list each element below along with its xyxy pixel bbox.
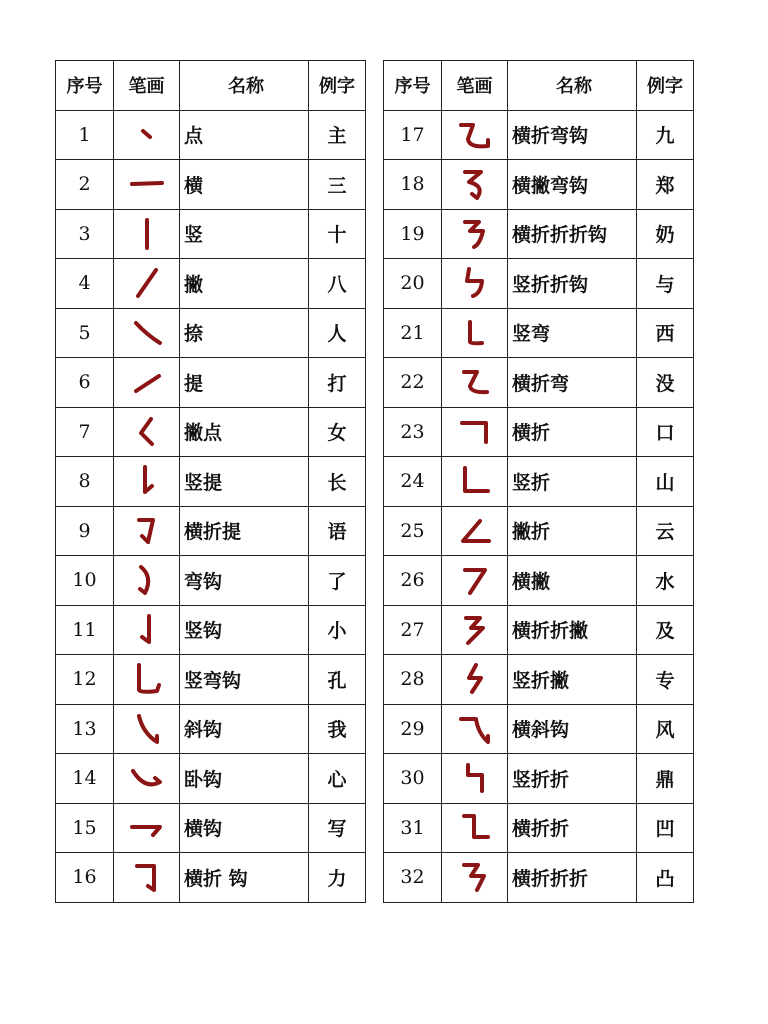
hengpie-stroke-icon [455, 560, 495, 600]
row-number: 15 [56, 803, 114, 853]
row-number: 22 [384, 358, 442, 408]
stroke-cell [114, 308, 180, 358]
stroke-cell [114, 358, 180, 408]
stroke-cell [114, 754, 180, 804]
example-character: 了 [309, 556, 366, 606]
row-number: 28 [384, 655, 442, 705]
table-row [56, 556, 366, 606]
stroke-name: 点 [180, 110, 309, 160]
stroke-cell [442, 110, 508, 160]
stroke-cell [114, 209, 180, 259]
stroke-cell [442, 556, 508, 606]
example-character: 没 [637, 358, 694, 408]
hengzhezhezhegou-stroke-icon [455, 214, 495, 254]
stroke-cell [114, 457, 180, 507]
stroke-cell [442, 259, 508, 309]
shuwan-stroke-icon [455, 313, 495, 353]
example-character: 打 [309, 358, 366, 408]
stroke-cell [442, 605, 508, 655]
row-number: 32 [384, 853, 442, 903]
header-num: 序号 [384, 61, 442, 111]
row-number: 19 [384, 209, 442, 259]
row-number: 12 [56, 655, 114, 705]
example-character: 人 [309, 308, 366, 358]
table-row [384, 160, 694, 210]
example-character: 凹 [637, 803, 694, 853]
table-row [56, 110, 366, 160]
example-character: 山 [637, 457, 694, 507]
heng-stroke-icon [127, 164, 167, 204]
example-character: 八 [309, 259, 366, 309]
example-character: 三 [309, 160, 366, 210]
stroke-name: 横撇 [508, 556, 637, 606]
dian-stroke-icon [127, 115, 167, 155]
header-example: 例字 [309, 61, 366, 111]
example-character: 孔 [309, 655, 366, 705]
example-character: 专 [637, 655, 694, 705]
table-row [56, 209, 366, 259]
example-character: 写 [309, 803, 366, 853]
table-row [56, 160, 366, 210]
stroke-cell [442, 506, 508, 556]
table-row [384, 605, 694, 655]
shuzhe-stroke-icon [455, 461, 495, 501]
stroke-name: 竖 [180, 209, 309, 259]
stroke-name: 竖折 [508, 457, 637, 507]
table-row [384, 754, 694, 804]
table-row [384, 556, 694, 606]
row-number: 2 [56, 160, 114, 210]
stroke-cell [114, 803, 180, 853]
header-row [384, 61, 694, 111]
row-number: 29 [384, 704, 442, 754]
hengzhezhezhe-stroke-icon [455, 857, 495, 897]
header-stroke: 笔画 [442, 61, 508, 111]
row-number: 20 [384, 259, 442, 309]
stroke-name: 横撇弯钩 [508, 160, 637, 210]
stroke-name: 斜钩 [180, 704, 309, 754]
stroke-name: 横折弯钩 [508, 110, 637, 160]
stroke-cell [442, 655, 508, 705]
stroke-cell [114, 704, 180, 754]
example-character: 小 [309, 605, 366, 655]
table-row [56, 407, 366, 457]
stroke-name: 提 [180, 358, 309, 408]
table-row [56, 308, 366, 358]
row-number: 31 [384, 803, 442, 853]
xiegou-stroke-icon [127, 709, 167, 749]
stroke-name: 横 [180, 160, 309, 210]
row-number: 13 [56, 704, 114, 754]
table-row [56, 754, 366, 804]
stroke-cell [114, 160, 180, 210]
hengxiegou-stroke-icon [455, 709, 495, 749]
table-row [56, 605, 366, 655]
row-number: 10 [56, 556, 114, 606]
stroke-cell [442, 308, 508, 358]
row-number: 6 [56, 358, 114, 408]
example-character: 十 [309, 209, 366, 259]
wogou-stroke-icon [127, 758, 167, 798]
stroke-name: 弯钩 [180, 556, 309, 606]
shuzhepie-stroke-icon [455, 659, 495, 699]
row-number: 14 [56, 754, 114, 804]
table-row [56, 457, 366, 507]
row-number: 5 [56, 308, 114, 358]
stroke-cell [114, 110, 180, 160]
hengzhegou-stroke-icon [127, 857, 167, 897]
header-num: 序号 [56, 61, 114, 111]
stroke-cell [114, 853, 180, 903]
header-name: 名称 [508, 61, 637, 111]
pie-stroke-icon [127, 263, 167, 303]
table-row [56, 704, 366, 754]
stroke-name: 竖钩 [180, 605, 309, 655]
stroke-name: 横折提 [180, 506, 309, 556]
hengzhe-stroke-icon [455, 412, 495, 452]
stroke-name: 横折折折钩 [508, 209, 637, 259]
row-number: 30 [384, 754, 442, 804]
shuwangou-stroke-icon [127, 659, 167, 699]
stroke-name: 竖弯钩 [180, 655, 309, 705]
row-number: 16 [56, 853, 114, 903]
header-example: 例字 [637, 61, 694, 111]
example-character: 女 [309, 407, 366, 457]
stroke-table-left [55, 60, 366, 903]
table-row [384, 110, 694, 160]
wangou-stroke-icon [127, 560, 167, 600]
shuzhezhe-stroke-icon [455, 758, 495, 798]
row-number: 17 [384, 110, 442, 160]
piedian-stroke-icon [127, 412, 167, 452]
stroke-name: 竖弯 [508, 308, 637, 358]
row-number: 24 [384, 457, 442, 507]
example-character: 我 [309, 704, 366, 754]
example-character: 云 [637, 506, 694, 556]
stroke-name: 捺 [180, 308, 309, 358]
stroke-name: 横折折折 [508, 853, 637, 903]
header-row [56, 61, 366, 111]
row-number: 23 [384, 407, 442, 457]
row-number: 11 [56, 605, 114, 655]
example-character: 西 [637, 308, 694, 358]
table-row [384, 506, 694, 556]
example-character: 口 [637, 407, 694, 457]
stroke-name: 撇点 [180, 407, 309, 457]
example-character: 与 [637, 259, 694, 309]
stroke-name: 卧钩 [180, 754, 309, 804]
stroke-cell [114, 259, 180, 309]
table-divider [362, 60, 383, 902]
example-character: 凸 [637, 853, 694, 903]
row-number: 9 [56, 506, 114, 556]
hengzhewangou-stroke-icon [455, 115, 495, 155]
hengzhezhepie-stroke-icon [455, 610, 495, 650]
stroke-cell [442, 704, 508, 754]
row-number: 21 [384, 308, 442, 358]
stroke-name: 竖提 [180, 457, 309, 507]
table-row [56, 853, 366, 903]
stroke-cell [442, 358, 508, 408]
hengpiewangou-stroke-icon [455, 164, 495, 204]
header-stroke: 笔画 [114, 61, 180, 111]
stroke-name: 竖折折 [508, 754, 637, 804]
table-row [56, 506, 366, 556]
table-row [384, 308, 694, 358]
row-number: 7 [56, 407, 114, 457]
example-character: 风 [637, 704, 694, 754]
henggou-stroke-icon [127, 808, 167, 848]
stroke-cell [114, 655, 180, 705]
example-character: 及 [637, 605, 694, 655]
shugou-stroke-icon [127, 610, 167, 650]
example-character: 力 [309, 853, 366, 903]
stroke-cell [442, 407, 508, 457]
table-row [56, 655, 366, 705]
hengzhezhe-stroke-icon [455, 808, 495, 848]
stroke-name: 横折 [508, 407, 637, 457]
table-row [384, 259, 694, 309]
row-number: 8 [56, 457, 114, 507]
ti-stroke-icon [127, 362, 167, 402]
stroke-name: 横折折 [508, 803, 637, 853]
stroke-name: 横斜钩 [508, 704, 637, 754]
shuti-stroke-icon [127, 461, 167, 501]
example-character: 奶 [637, 209, 694, 259]
row-number: 27 [384, 605, 442, 655]
stroke-name: 横折弯 [508, 358, 637, 408]
na-stroke-icon [127, 313, 167, 353]
stroke-cell [114, 556, 180, 606]
stroke-name: 竖折折钩 [508, 259, 637, 309]
example-character: 心 [309, 754, 366, 804]
row-number: 25 [384, 506, 442, 556]
example-character: 九 [637, 110, 694, 160]
piezhe-stroke-icon [455, 511, 495, 551]
stroke-cell [114, 605, 180, 655]
hengzhewan-stroke-icon [455, 362, 495, 402]
example-character: 郑 [637, 160, 694, 210]
table-row [384, 358, 694, 408]
row-number: 1 [56, 110, 114, 160]
table-row [384, 209, 694, 259]
stroke-name: 横折折撇 [508, 605, 637, 655]
row-number: 18 [384, 160, 442, 210]
example-character: 长 [309, 457, 366, 507]
stroke-name: 竖折撇 [508, 655, 637, 705]
stroke-cell [114, 506, 180, 556]
header-name: 名称 [180, 61, 309, 111]
table-row [56, 259, 366, 309]
example-character: 水 [637, 556, 694, 606]
table-row [384, 407, 694, 457]
stroke-cell [442, 209, 508, 259]
stroke-name: 撇 [180, 259, 309, 309]
stroke-cell [442, 803, 508, 853]
table-row [384, 853, 694, 903]
shu-stroke-icon [127, 214, 167, 254]
stroke-name: 横钩 [180, 803, 309, 853]
stroke-cell [442, 160, 508, 210]
table-row [384, 457, 694, 507]
stroke-table-right [383, 60, 694, 903]
stroke-cell [442, 853, 508, 903]
row-number: 3 [56, 209, 114, 259]
example-character: 鼎 [637, 754, 694, 804]
table-row [56, 358, 366, 408]
example-character: 语 [309, 506, 366, 556]
stroke-cell [114, 407, 180, 457]
stroke-name: 横折 钩 [180, 853, 309, 903]
hengzheti-stroke-icon [127, 511, 167, 551]
row-number: 4 [56, 259, 114, 309]
table-row [384, 803, 694, 853]
stroke-cell [442, 457, 508, 507]
table-row [384, 655, 694, 705]
table-row [384, 704, 694, 754]
shuzhezhegou-stroke-icon [455, 263, 495, 303]
table-row [56, 803, 366, 853]
stroke-cell [442, 754, 508, 804]
example-character: 主 [309, 110, 366, 160]
stroke-name: 撇折 [508, 506, 637, 556]
row-number: 26 [384, 556, 442, 606]
